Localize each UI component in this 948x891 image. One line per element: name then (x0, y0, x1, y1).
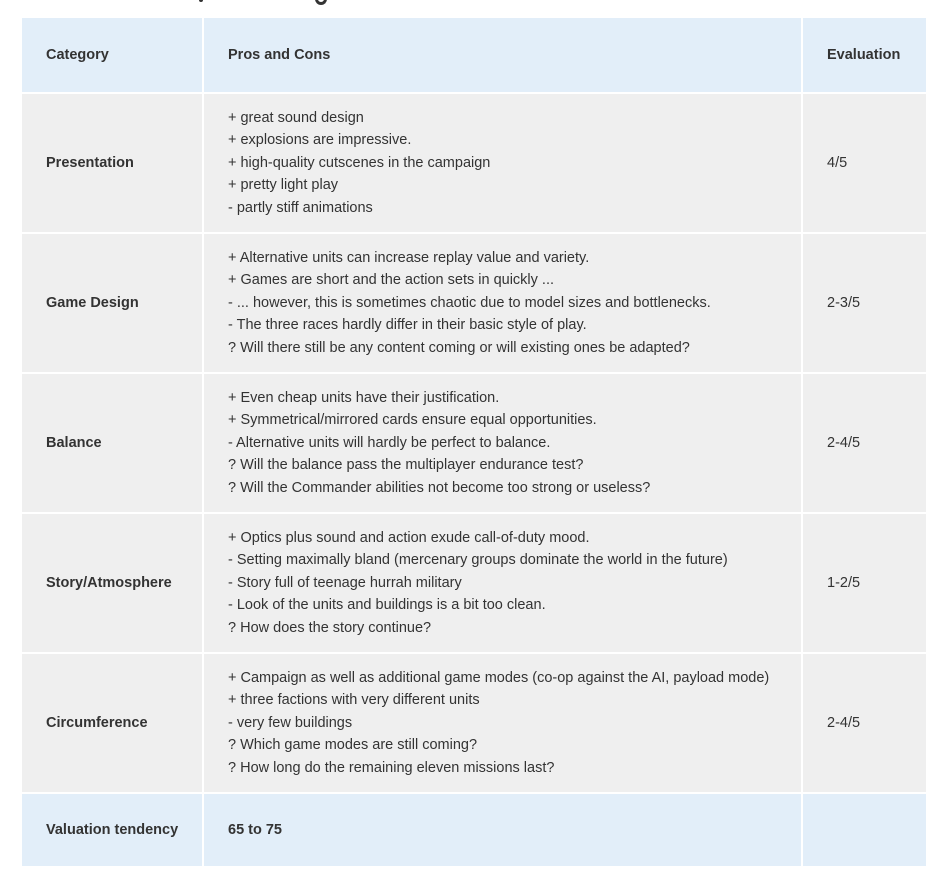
heading-glyph-fragment (199, 0, 203, 2)
pros-cons-line: - partly stiff animations (228, 199, 373, 216)
pros-cons-cell (204, 234, 803, 374)
pros-cons-line: - Setting maximally bland (mercenary groups dominate the world in the future) (228, 552, 728, 569)
pros-cons-line: + Symmetrical/mirrored cards ensure equal opportunities. (228, 412, 597, 429)
table-row-balance (22, 374, 926, 514)
category-cell: Balance (22, 374, 204, 514)
pros-cons-cell (204, 514, 803, 654)
pros-cons-line: - The three races hardly differ in their basic style of play. (228, 317, 587, 334)
pros-cons-line: - very few buildings (228, 714, 353, 731)
pros-cons-line: ? Will the balance pass the multiplayer endurance test? (228, 457, 584, 474)
pros-cons-line: - ... however, this is sometimes chaotic due to model sizes and bottlenecks. (228, 294, 711, 311)
heading-glyph-fragment (315, 0, 327, 5)
pros-cons-line: + three factions with very different units (228, 692, 480, 709)
pros-cons-cell (204, 94, 803, 234)
pros-cons-line: + high-quality cutscenes in the campaign (228, 154, 491, 171)
pros-cons-line: + Even cheap units have their justification. (228, 389, 500, 406)
pros-cons-cell (204, 374, 803, 514)
table-row-valuation-tendency (22, 794, 926, 868)
pros-cons-line: - Story full of teenage hurrah military (228, 574, 462, 591)
header-row (22, 18, 926, 94)
category-cell: Presentation (22, 94, 204, 234)
pros-cons-line: + Optics plus sound and action exude call-of-duty mood. (228, 529, 590, 546)
pros-cons-line: ? Will there still be any content coming or will existing ones be adapted? (228, 339, 690, 356)
category-cell: Circumference (22, 654, 204, 794)
evaluation-cell: 2-4/5 (803, 374, 926, 514)
pros-cons-line: ? Will the Commander abilities not become too strong or useless? (228, 479, 651, 496)
pros-cons-line: + pretty light play (228, 177, 339, 194)
pros-cons-line: + explosions are impressive. (228, 132, 412, 149)
table-row-presentation (22, 94, 926, 234)
category-cell: Game Design (22, 234, 204, 374)
pros-cons-line: - Look of the units and buildings is a bit too clean. (228, 597, 546, 614)
tendency-value-cell: 65 to 75 (204, 794, 803, 868)
header-category: Category (22, 18, 204, 94)
pros-cons-line: - Alternative units will hardly be perfect to balance. (228, 434, 551, 451)
table-row-story-atmosphere (22, 514, 926, 654)
evaluation-cell: 2-4/5 (803, 654, 926, 794)
category-cell: Story/Atmosphere (22, 514, 204, 654)
tendency-label-cell: Valuation tendency (22, 794, 204, 868)
evaluation-cell: 2-3/5 (803, 234, 926, 374)
table-row-circumference (22, 654, 926, 794)
review-table (22, 18, 926, 868)
table-header (22, 18, 926, 94)
pros-cons-line: ? How does the story continue? (228, 619, 432, 636)
evaluation-cell: 4/5 (803, 94, 926, 234)
pros-cons-line: + Games are short and the action sets in quickly ... (228, 272, 555, 289)
pros-cons-line: ? Which game modes are still coming? (228, 737, 478, 754)
pros-cons-line: ? How long do the remaining eleven missions last? (228, 759, 555, 776)
pros-cons-line: + Campaign as well as additional game modes (co-op against the AI, payload mode) (228, 669, 770, 686)
pros-cons-line: + great sound design (228, 109, 364, 126)
pros-cons-cell (204, 654, 803, 794)
header-evaluation: Evaluation (803, 18, 926, 94)
pros-cons-line: + Alternative units can increase replay value and variety. (228, 249, 590, 266)
cropped-heading (22, 0, 926, 18)
table-row-game-design (22, 234, 926, 374)
tendency-evaluation-cell (803, 794, 926, 868)
evaluation-cell: 1-2/5 (803, 514, 926, 654)
header-pros-cons: Pros and Cons (204, 18, 803, 94)
